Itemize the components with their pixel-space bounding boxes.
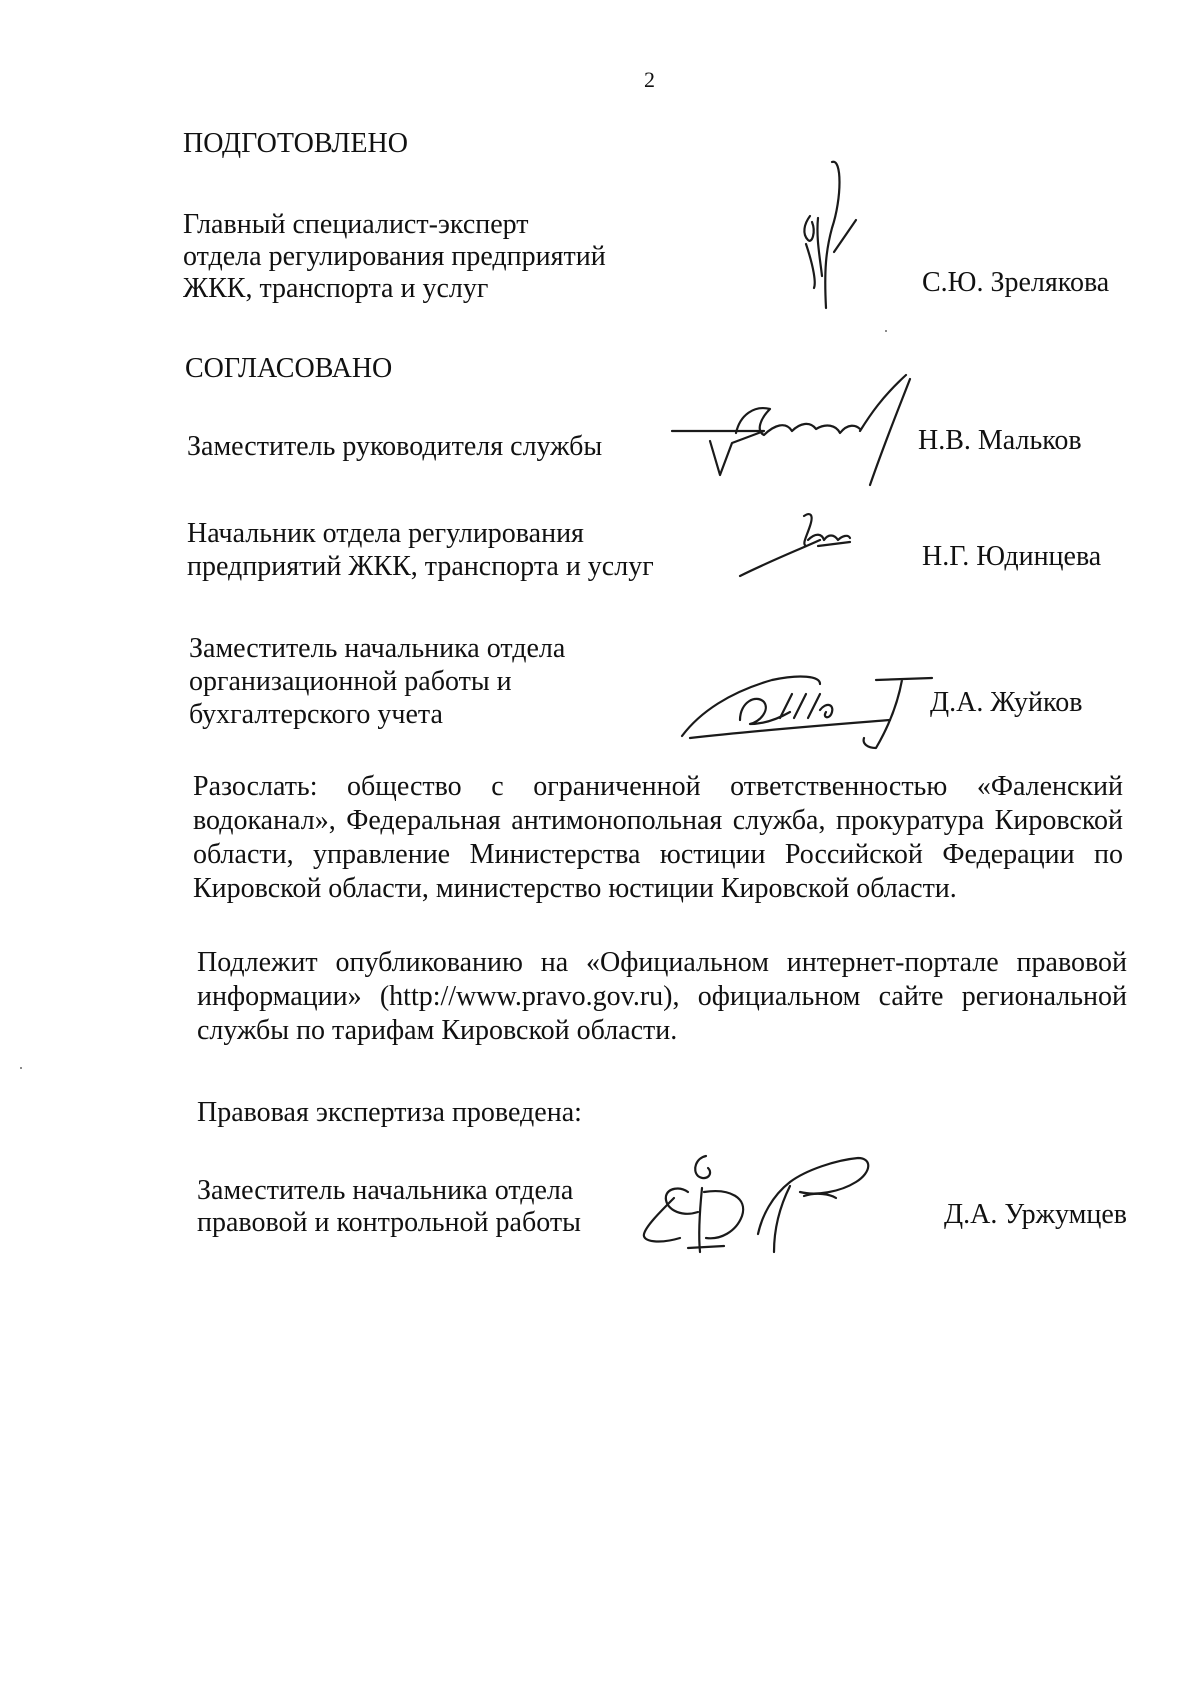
agreed-signatory-3-position-line-2: организационной работы и — [189, 666, 512, 697]
publication-line-2: информации» (http://www.pravo.gov.ru), официальном сайте региональной — [197, 981, 1127, 1012]
legal-review-signatory-name: Д.А. Уржумцев — [944, 1199, 1128, 1230]
legal-review-position-line-1: Заместитель начальника отдела — [197, 1175, 574, 1206]
prepared-position-line-3: ЖКК, транспорта и услуг — [183, 273, 489, 304]
legal-review-position-line-2: правовой и контрольной работы — [197, 1207, 581, 1238]
agreed-signatory-3-position-line-3: бухгалтерского учета — [189, 699, 443, 730]
prepared-heading: ПОДГОТОВЛЕНО — [183, 128, 408, 159]
agreed-signatory-1-name: Н.В. Мальков — [918, 425, 1082, 456]
agreed-signatory-3-name: Д.А. Жуйков — [930, 687, 1083, 718]
distribution-line-4: Кировской области, министерство юстиции Кировской области. — [193, 873, 957, 904]
distribution-paragraph — [193, 770, 1123, 906]
scan-speck — [885, 330, 887, 332]
signature-malkov — [670, 375, 930, 495]
distribution-line-3: области, управление Министерства юстиции Российской Федерации по — [193, 839, 1123, 870]
agreed-signatory-3-position-line-1: Заместитель начальника отдела — [189, 633, 566, 664]
prepared-signatory-name: С.Ю. Зрелякова — [922, 267, 1110, 298]
prepared-position-line-2: отдела регулирования предприятий — [183, 241, 606, 272]
scan-speck — [20, 1067, 22, 1069]
signature-zhuykov — [680, 672, 936, 752]
publication-line-1: Подлежит опубликованию на «Официальном интернет-портале правовой — [197, 947, 1127, 978]
legal-review-heading: Правовая экспертиза проведена: — [197, 1097, 582, 1128]
agreed-signatory-2-position-line-1: Начальник отдела регулирования — [187, 518, 584, 549]
distribution-line-2: водоканал», Федеральная антимонопольная служба, прокуратура Кировской — [193, 805, 1123, 836]
distribution-line-1: Разослать: общество с ограниченной ответственностью «Фаленский — [193, 771, 1123, 802]
prepared-position-line-1: Главный специалист-эксперт — [183, 209, 529, 240]
signature-urzhumtsev — [640, 1152, 880, 1262]
publication-line-3: службы по тарифам Кировской области. — [197, 1015, 678, 1046]
signature-yudintseva — [738, 510, 858, 580]
page-number: 2 — [644, 67, 655, 92]
signature-zrelyakova — [790, 158, 870, 323]
agreed-signatory-2-name: Н.Г. Юдинцева — [922, 541, 1102, 572]
agreed-heading: СОГЛАСОВАНО — [185, 353, 393, 384]
agreed-signatory-1-position: Заместитель руководителя службы — [187, 431, 603, 462]
publication-paragraph — [197, 946, 1127, 1048]
agreed-signatory-2-position-line-2: предприятий ЖКК, транспорта и услуг — [187, 551, 654, 582]
